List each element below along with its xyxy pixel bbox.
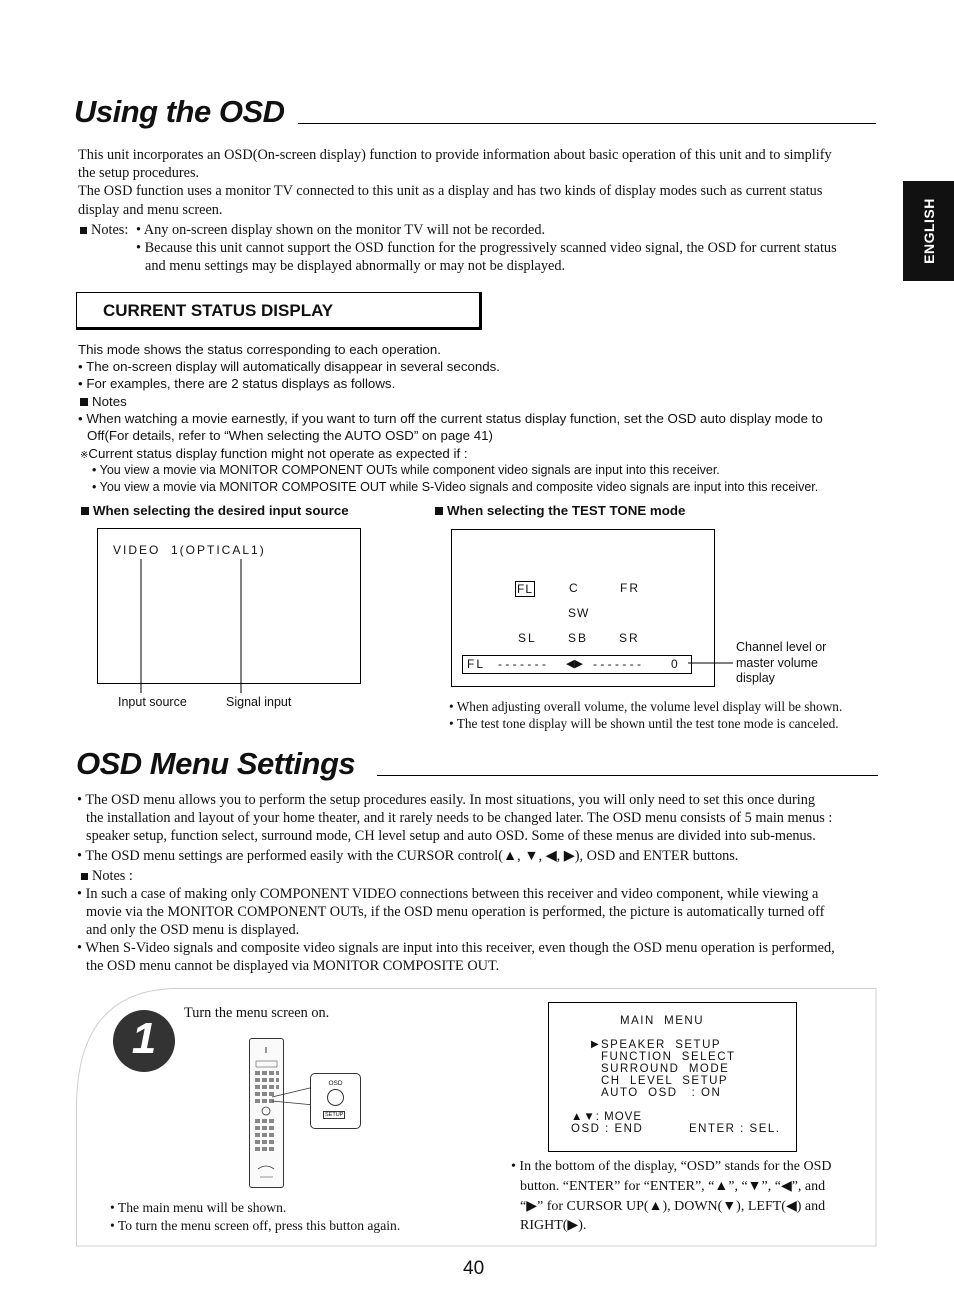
menu-explain-line: RIGHT(▶). <box>520 1218 587 1233</box>
level-bar-value: 0 <box>671 657 680 671</box>
note-line: • Any on-screen display shown on the monitor TV will not be recorded. <box>136 222 546 238</box>
menu-cursor-icon: ▶ <box>591 1039 599 1050</box>
step-instruction: Turn the menu screen on. <box>184 1005 330 1021</box>
main-menu-screen <box>548 1002 797 1152</box>
menu-text-line: • The OSD menu settings are performed easily with the CURSOR control(▲, ▼, ◀, ▶), OSD and ENTER buttons. <box>77 848 739 864</box>
callout-line-text: display <box>736 671 775 685</box>
title-rule <box>377 775 878 776</box>
step-after-line: • To turn the menu screen off, press this button again. <box>110 1218 401 1233</box>
pointer-lines <box>130 555 260 695</box>
test-tone-note: • The test tone display will be shown until the test tone mode is canceled. <box>449 716 839 731</box>
input-source-label: Input source <box>118 695 187 709</box>
square-bullet-icon <box>80 227 87 234</box>
level-bar-right: - - - - - - - <box>593 657 641 671</box>
menu-item-ch-level-setup[interactable]: CH LEVEL SETUP <box>601 1075 729 1087</box>
current-status-heading-box <box>76 292 482 330</box>
channel-sl: SL <box>518 631 537 645</box>
osd-button[interactable] <box>327 1089 344 1106</box>
channel-c: C <box>569 581 580 595</box>
test-tone-heading: When selecting the TEST TONE mode <box>435 503 685 518</box>
page-number: 40 <box>463 1258 485 1279</box>
menu-move-hint: ▲▼: MOVE <box>571 1111 643 1123</box>
menu-text-line: the installation and layout of your home theater, and it rarely needs to be changed later. The OSD menu consists of 5 main menus : <box>86 810 833 826</box>
level-bar-left: - - - - - - - <box>498 657 546 671</box>
status-caution: ※Current status display function might not operate as expected if : <box>80 446 468 461</box>
step-number-badge <box>113 1010 175 1072</box>
callout-line <box>688 650 738 680</box>
menu-end-hint: OSD : END <box>571 1123 644 1135</box>
status-line: • The on-screen display will automatically disappear in several seconds. <box>78 359 500 374</box>
menu-text-line: • When S-Video signals and composite video signals are input into this receiver, even though the OSD menu operation is performed, <box>77 940 835 956</box>
input-source-heading: When selecting the desired input source <box>81 503 349 518</box>
menu-enter-hint: ENTER : SEL. <box>689 1123 781 1135</box>
callout-line-text: Channel level or <box>736 640 827 654</box>
menu-text-line: and only the OSD menu is displayed. <box>86 922 300 938</box>
title-rule <box>298 123 876 124</box>
channel-sw: SW <box>568 606 590 620</box>
status-caution-item: • You view a movie via MONITOR COMPOSITE OUT while S-Video signals and composite video signals are input into this receiver. <box>92 480 819 494</box>
level-marker-icon: ◀▶ <box>566 658 583 670</box>
menu-item-speaker-setup[interactable]: SPEAKER SETUP <box>601 1039 722 1051</box>
language-tab-label: ENGLISH <box>920 198 937 264</box>
setup-label: SETUP <box>325 1112 344 1118</box>
input-source-display-text: VIDEO 1(OPTICAL1) <box>113 543 266 557</box>
menu-text-line: speaker setup, function select, surround mode, CH level setup and auto OSD. Some of these menus are divided into sub-menus. <box>86 828 816 844</box>
channel-sb: SB <box>568 631 589 645</box>
status-note: • When watching a movie earnestly, if you want to turn off the current status display function, set the OSD auto display mode to <box>78 411 823 426</box>
menu-item-function-select[interactable]: FUNCTION SELECT <box>601 1051 736 1063</box>
level-bar <box>462 655 692 674</box>
level-bar-channel: FL <box>467 657 486 671</box>
channel-fr: FR <box>620 581 640 595</box>
osd-button-label: OSD <box>328 1080 343 1087</box>
section-title-using-osd: Using the OSD <box>74 94 285 129</box>
menu-explain-line: • In the bottom of the display, “OSD” stands for the OSD <box>511 1159 832 1174</box>
status-notes-heading: Notes <box>80 393 127 410</box>
section-title-osd-menu: OSD Menu Settings <box>76 746 356 781</box>
menu-explain-line: “▶” for CURSOR UP(▲), DOWN(▼), LEFT(◀) and <box>520 1199 826 1214</box>
callout-line-text: master volume <box>736 655 818 670</box>
step-after-line: • The main menu will be shown. <box>110 1200 287 1215</box>
intro-line: This unit incorporates an OSD(On-screen display) function to provide information about basic operation of this unit and to simplify <box>78 147 832 163</box>
menu-text-line: • The OSD menu allows you to perform the setup procedures easily. In most situations, you will only need to set this once during <box>77 792 815 808</box>
language-tab <box>903 181 954 281</box>
menu-text-line: the OSD menu cannot be displayed via MONITOR COMPOSITE OUT. <box>86 958 500 974</box>
test-tone-note: • When adjusting overall volume, the volume level display will be shown. <box>449 699 843 714</box>
notes-heading: Notes: <box>80 221 128 239</box>
square-bullet-icon <box>81 873 88 880</box>
intro-line: the setup procedures. <box>78 165 200 181</box>
current-status-heading: CURRENT STATUS DISPLAY <box>103 301 334 320</box>
menu-text-line: • In such a case of making only COMPONENT VIDEO connections between this receiver and video component, while viewing a <box>77 886 819 902</box>
menu-notes-heading: Notes : <box>81 867 133 885</box>
signal-input-label: Signal input <box>226 695 292 709</box>
main-menu-title: MAIN MENU <box>620 1015 704 1027</box>
menu-item-surround-mode[interactable]: SURROUND MODE <box>601 1063 730 1075</box>
menu-text-line: movie via the MONITOR COMPONENT OUTs, if the OSD menu operation is performed, the picture is automatically turned off <box>86 904 825 920</box>
asterisk-icon: ※ <box>80 450 89 461</box>
channel-level-callout <box>736 640 826 687</box>
intro-line: The OSD function uses a monitor TV connected to this unit as a display and has two kinds of display modes such as current status <box>78 183 823 199</box>
note-line: • Because this unit cannot support the OSD function for the progressively scanned video signal, the OSD for current status <box>136 240 837 256</box>
intro-line: display and menu screen. <box>78 202 223 218</box>
channel-fl: FL <box>517 582 534 596</box>
status-note: Off(For details, refer to “When selecting the AUTO OSD” on page 41) <box>87 428 493 443</box>
square-bullet-icon <box>435 507 443 515</box>
osd-button-callout <box>310 1073 361 1129</box>
test-tone-display <box>451 529 715 687</box>
note-line: and menu settings may be displayed abnormally or may not be displayed. <box>145 258 566 274</box>
status-caution-item: • You view a movie via MONITOR COMPONENT OUTs while component video signals are input into this receiver. <box>92 463 720 477</box>
menu-explain-line: button. “ENTER” for “ENTER”, “▲”, “▼”, “◀”, and <box>520 1179 826 1194</box>
square-bullet-icon <box>81 507 89 515</box>
menu-item-auto-osd[interactable]: AUTO OSD : ON <box>601 1087 722 1099</box>
step-number: 1 <box>131 1014 157 1063</box>
status-line: This mode shows the status corresponding to each operation. <box>78 342 441 357</box>
square-bullet-icon <box>80 398 88 406</box>
channel-sr: SR <box>619 631 640 645</box>
status-line: • For examples, there are 2 status displays as follows. <box>78 376 396 391</box>
